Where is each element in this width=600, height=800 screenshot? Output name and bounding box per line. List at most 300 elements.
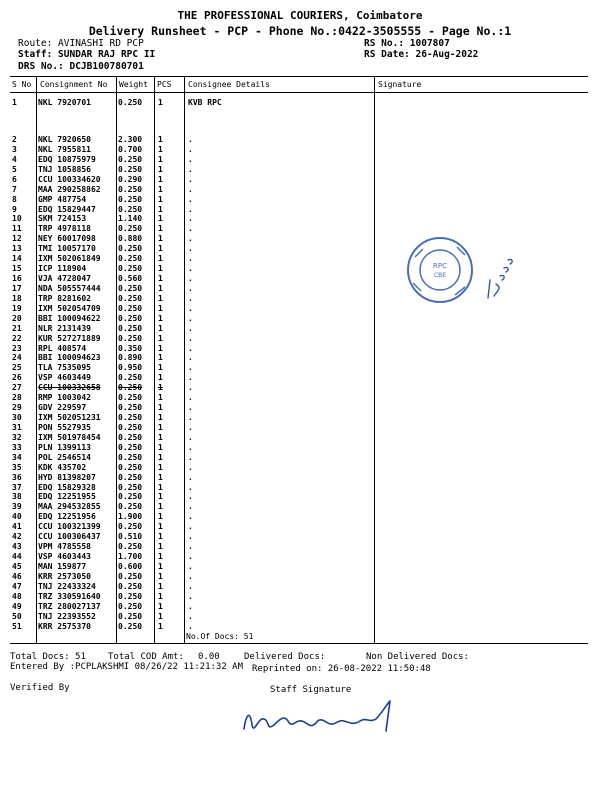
row-pcs: 1 — [158, 482, 163, 492]
row-sno: 26 — [12, 373, 22, 383]
table-row — [0, 423, 600, 433]
row-consignee: . — [188, 204, 193, 214]
table-row — [0, 363, 600, 373]
row-consignee: . — [188, 194, 193, 204]
row-pcs: 1 — [158, 164, 163, 174]
table-row — [0, 383, 600, 393]
row-consignment: IXM 502054709 — [38, 303, 101, 313]
table-row — [0, 463, 600, 473]
row-weight: 0.250 — [118, 422, 143, 432]
col-header-weight: Weight — [119, 80, 148, 89]
row-consignee: . — [188, 244, 193, 254]
row-sno: 34 — [12, 452, 22, 462]
row-weight: 0.950 — [118, 363, 143, 373]
svg-text:RPC: RPC — [433, 262, 447, 270]
row-consignee: . — [188, 184, 193, 194]
table-row — [0, 413, 600, 423]
row-sno: 22 — [12, 333, 22, 343]
row-consignee: . — [188, 611, 193, 621]
row-weight: 0.250 — [118, 522, 143, 532]
row-consignee: . — [188, 621, 193, 631]
row-consignment: TNJ 1058856 — [38, 164, 91, 174]
row-consignment: RPL 408574 — [38, 343, 87, 353]
row-weight: 0.250 — [118, 303, 143, 313]
row-sno: 10 — [12, 214, 22, 224]
row-consignment: TRZ 330591640 — [38, 591, 101, 601]
row-pcs: 1 — [158, 323, 163, 333]
handwritten-time-note — [480, 250, 520, 305]
row-consignment: VPM 4785558 — [38, 542, 91, 552]
row-sno: 40 — [12, 512, 22, 522]
table-row — [0, 453, 600, 463]
row-weight: 0.290 — [118, 174, 143, 184]
row-consignee: . — [188, 353, 193, 363]
row-consignment: NKL 7920701 — [38, 98, 91, 107]
table-top-rule — [10, 76, 588, 77]
row-sno: 46 — [12, 571, 22, 581]
row-consignee: . — [188, 581, 193, 591]
row-consignment: TMI 10057170 — [38, 244, 96, 254]
row-consignee: . — [188, 432, 193, 442]
row-weight: 0.250 — [118, 502, 143, 512]
row-pcs: 1 — [158, 363, 163, 373]
row-consignment: IXM 502051231 — [38, 413, 101, 423]
row-sno: 9 — [12, 204, 17, 214]
row-pcs: 1 — [158, 552, 163, 562]
table-row — [0, 473, 600, 483]
row-sno: 36 — [12, 472, 22, 482]
row-pcs: 1 — [158, 571, 163, 581]
row-sno: 27 — [12, 383, 22, 393]
row-consignee: . — [188, 264, 193, 274]
row-pcs: 1 — [158, 601, 163, 611]
row-sno: 38 — [12, 492, 22, 502]
row-consignee: . — [188, 561, 193, 571]
row-consignee: . — [188, 363, 193, 373]
row-consignment: MAN 159877 — [38, 561, 87, 571]
row-sno: 42 — [12, 532, 22, 542]
row-weight: 0.250 — [118, 542, 143, 552]
row-weight: 0.250 — [118, 393, 143, 403]
row-sno: 33 — [12, 442, 22, 452]
row-consignment: EDQ 15829328 — [38, 482, 96, 492]
table-row — [0, 234, 600, 244]
row-pcs: 1 — [158, 98, 163, 107]
total-docs: Total Docs: 51 — [10, 652, 86, 662]
row-weight: 0.250 — [118, 591, 143, 601]
row-sno: 28 — [12, 393, 22, 403]
row-weight: 0.250 — [118, 244, 143, 254]
row-sno: 32 — [12, 432, 22, 442]
table-row — [0, 502, 600, 512]
table-row — [0, 304, 600, 314]
row-consignment: KDK 435702 — [38, 462, 87, 472]
row-weight: 0.250 — [118, 184, 143, 194]
row-pcs: 1 — [158, 313, 163, 323]
row-weight: 0.250 — [118, 611, 143, 621]
row-consignee: . — [188, 164, 193, 174]
table-row — [0, 393, 600, 403]
row-pcs: 1 — [158, 413, 163, 423]
row-sno: 19 — [12, 303, 22, 313]
col-header-consignment: Consignment No — [40, 80, 108, 89]
row-consignment: NDA 505557444 — [38, 283, 101, 293]
row-weight: 0.250 — [118, 154, 143, 164]
row-consignee: . — [188, 462, 193, 472]
table-row — [0, 224, 600, 234]
row-sno: 47 — [12, 581, 22, 591]
row-consignee: . — [188, 333, 193, 343]
row-consignment: VSP 4603449 — [38, 373, 91, 383]
entered-by: Entered By :PCPLAKSHMI 08/26/22 11:21:32 AM — [10, 662, 243, 672]
col-header-sno: S No — [12, 80, 32, 89]
row-pcs: 1 — [158, 224, 163, 234]
row-sno: 30 — [12, 413, 22, 423]
row-weight: 0.250 — [118, 571, 143, 581]
table-row — [0, 344, 600, 354]
row-pcs: 1 — [158, 512, 163, 522]
row-consignee: . — [188, 144, 193, 154]
row-weight: 0.250 — [118, 164, 143, 174]
row-consignee: . — [188, 422, 193, 432]
row-pcs: 1 — [158, 353, 163, 363]
row-consignee: . — [188, 214, 193, 224]
table-row — [0, 492, 600, 502]
row-sno: 48 — [12, 591, 22, 601]
row-consignee: . — [188, 502, 193, 512]
row-sno: 39 — [12, 502, 22, 512]
table-row — [0, 602, 600, 612]
row-consignment: NKL 7920650 — [38, 135, 91, 144]
row-consignment: IXM 502061849 — [38, 254, 101, 264]
no-of-docs: No.Of Docs: 51 — [186, 632, 254, 641]
row-weight: 0.510 — [118, 532, 143, 542]
table-row — [0, 433, 600, 443]
row-weight: 0.250 — [118, 442, 143, 452]
row-consignment: CCU 100306437 — [38, 532, 101, 542]
row-consignee: . — [188, 383, 193, 393]
route-label: Route: AVINASHI RD PCP — [18, 38, 144, 49]
table-row — [0, 403, 600, 413]
row-consignment: EDQ 10875979 — [38, 154, 96, 164]
table-row — [0, 98, 600, 108]
table-row — [0, 592, 600, 602]
table-row — [0, 353, 600, 363]
row-sno: 3 — [12, 144, 17, 154]
row-consignee: . — [188, 403, 193, 413]
row-weight: 1.900 — [118, 512, 143, 522]
row-consignment: HYD 81398207 — [38, 472, 96, 482]
row-pcs: 1 — [158, 383, 163, 393]
row-sno: 13 — [12, 244, 22, 254]
table-row — [0, 314, 600, 324]
row-weight: 0.250 — [118, 413, 143, 423]
row-consignment: NEY 60017098 — [38, 234, 96, 244]
row-sno: 8 — [12, 194, 17, 204]
row-consignee: . — [188, 413, 193, 423]
row-consignee: . — [188, 274, 193, 284]
table-row — [0, 612, 600, 622]
row-consignment: TLA 7535095 — [38, 363, 91, 373]
row-sno: 12 — [12, 234, 22, 244]
row-pcs: 1 — [158, 462, 163, 472]
row-sno: 20 — [12, 313, 22, 323]
table-bottom-rule — [10, 643, 588, 644]
row-weight: 0.250 — [118, 432, 143, 442]
row-weight: 0.250 — [118, 98, 143, 107]
row-consignee: . — [188, 174, 193, 184]
rs-number: RS No.: 1007807 — [364, 38, 450, 49]
row-consignee: . — [188, 224, 193, 234]
row-sno: 49 — [12, 601, 22, 611]
row-pcs: 1 — [158, 393, 163, 403]
row-sno: 6 — [12, 174, 17, 184]
row-consignment: EDQ 15829447 — [38, 204, 96, 214]
row-consignee: . — [188, 542, 193, 552]
staff-signature-label: Staff Signature — [270, 685, 352, 695]
row-sno: 11 — [12, 224, 22, 234]
row-sno: 4 — [12, 154, 17, 164]
row-pcs: 1 — [158, 194, 163, 204]
row-consignment: SKM 724153 — [38, 214, 87, 224]
row-consignment: VSP 4603443 — [38, 552, 91, 562]
row-pcs: 1 — [158, 144, 163, 154]
verified-by-label: Verified By — [10, 683, 70, 693]
staff-label: Staff: SUNDAR RAJ RPC II — [18, 49, 156, 60]
row-consignee: . — [188, 482, 193, 492]
row-sno: 35 — [12, 462, 22, 472]
row-pcs: 1 — [158, 244, 163, 254]
table-row — [0, 512, 600, 522]
drs-number: DRS No.: DCJB100780701 — [18, 61, 144, 72]
row-consignee: . — [188, 601, 193, 611]
svg-text:CBE: CBE — [433, 272, 447, 279]
table-row — [0, 483, 600, 493]
row-sno: 31 — [12, 422, 22, 432]
row-consignee: . — [188, 343, 193, 353]
row-pcs: 1 — [158, 274, 163, 284]
row-sno: 2 — [12, 135, 17, 144]
row-consignee: . — [188, 571, 193, 581]
row-consignment: GDV 229597 — [38, 403, 87, 413]
col-header-pcs: PCS — [157, 80, 172, 89]
table-row — [0, 145, 600, 155]
row-weight: 0.250 — [118, 383, 143, 393]
row-consignment: CCU 100334620 — [38, 174, 101, 184]
total-cod-label: Total COD Amt: — [108, 652, 184, 662]
row-consignment: PON 5527935 — [38, 422, 91, 432]
row-consignment: PLN 1399113 — [38, 442, 91, 452]
row-weight: 0.250 — [118, 323, 143, 333]
row-consignment: GMP 487754 — [38, 194, 87, 204]
row-pcs: 1 — [158, 532, 163, 542]
row-weight: 0.250 — [118, 403, 143, 413]
row-sno: 1 — [12, 98, 17, 107]
row-pcs: 1 — [158, 432, 163, 442]
col-header-signature: Signature — [378, 80, 422, 89]
row-consignment: TRP 4978118 — [38, 224, 91, 234]
row-weight: 1.140 — [118, 214, 143, 224]
row-consignment: MAA 294532855 — [38, 502, 101, 512]
row-pcs: 1 — [158, 621, 163, 631]
reprinted-on: Reprinted on: 26-08-2022 11:50:48 — [252, 664, 431, 674]
row-pcs: 1 — [158, 204, 163, 214]
row-weight: 0.250 — [118, 452, 143, 462]
table-row — [0, 443, 600, 453]
row-weight: 0.250 — [118, 581, 143, 591]
row-consignment: EDQ 12251955 — [38, 492, 96, 502]
row-sno: 25 — [12, 363, 22, 373]
row-consignee: . — [188, 154, 193, 164]
row-pcs: 1 — [158, 581, 163, 591]
row-consignee: . — [188, 591, 193, 601]
row-consignment: IXM 501978454 — [38, 432, 101, 442]
row-weight: 0.250 — [118, 462, 143, 472]
row-weight: 0.890 — [118, 353, 143, 363]
table-row — [0, 522, 600, 532]
row-consignment: EDQ 12251956 — [38, 512, 96, 522]
row-consignee: . — [188, 313, 193, 323]
table-row — [0, 324, 600, 334]
row-weight: 1.700 — [118, 552, 143, 562]
row-sno: 24 — [12, 353, 22, 363]
row-consignee: . — [188, 552, 193, 562]
row-weight: 0.250 — [118, 472, 143, 482]
table-row — [0, 214, 600, 224]
row-consignee: . — [188, 373, 193, 383]
row-consignment: BBI 100094622 — [38, 313, 101, 323]
row-consignment: KRR 2573050 — [38, 571, 91, 581]
table-row — [0, 622, 600, 632]
table-row — [0, 562, 600, 572]
row-consignment: KRR 2575370 — [38, 621, 91, 631]
row-weight: 0.250 — [118, 621, 143, 631]
row-consignee: . — [188, 492, 193, 502]
row-sno: 44 — [12, 552, 22, 562]
row-pcs: 1 — [158, 422, 163, 432]
row-pcs: 1 — [158, 154, 163, 164]
row-weight: 0.250 — [118, 293, 143, 303]
row-pcs: 1 — [158, 492, 163, 502]
row-weight: 0.250 — [118, 373, 143, 383]
row-pcs: 1 — [158, 452, 163, 462]
row-pcs: 1 — [158, 293, 163, 303]
row-consignee: KVB RPC — [188, 98, 222, 107]
row-sno: 50 — [12, 611, 22, 621]
table-row — [0, 582, 600, 592]
total-cod-value: 0.00 — [198, 652, 220, 662]
table-row — [0, 552, 600, 562]
row-consignee: . — [188, 522, 193, 532]
row-consignment: CCU 100332658 — [38, 383, 101, 393]
header-bottom-rule — [10, 92, 588, 93]
row-consignee: . — [188, 135, 193, 144]
row-sno: 37 — [12, 482, 22, 492]
delivery-stamp — [405, 235, 475, 305]
row-weight: 2.300 — [118, 135, 143, 144]
row-consignment: BBI 100094623 — [38, 353, 101, 363]
row-weight: 0.250 — [118, 204, 143, 214]
row-consignment: POL 2546514 — [38, 452, 91, 462]
table-row — [0, 532, 600, 542]
table-row — [0, 334, 600, 344]
table-row — [0, 165, 600, 175]
row-sno: 43 — [12, 542, 22, 552]
row-consignment: MAA 290258862 — [38, 184, 101, 194]
table-row — [0, 185, 600, 195]
row-pcs: 1 — [158, 214, 163, 224]
row-sno: 16 — [12, 274, 22, 284]
row-consignee: . — [188, 532, 193, 542]
row-weight: 0.250 — [118, 482, 143, 492]
row-sno: 23 — [12, 343, 22, 353]
row-weight: 0.250 — [118, 254, 143, 264]
non-delivered-docs: Non Delivered Docs: — [366, 652, 469, 662]
row-consignee: . — [188, 234, 193, 244]
row-consignee: . — [188, 512, 193, 522]
row-pcs: 1 — [158, 472, 163, 482]
staff-signature-scribble — [240, 695, 420, 745]
row-weight: 0.250 — [118, 224, 143, 234]
row-weight: 0.250 — [118, 492, 143, 502]
row-pcs: 1 — [158, 234, 163, 244]
row-pcs: 1 — [158, 264, 163, 274]
row-sno: 51 — [12, 621, 22, 631]
row-consignment: ICP 118904 — [38, 264, 87, 274]
row-consignment: NKL 7955811 — [38, 144, 91, 154]
table-row — [0, 195, 600, 205]
company-title: THE PROFESSIONAL COURIERS, Coimbatore — [177, 9, 423, 22]
row-sno: 15 — [12, 264, 22, 274]
row-consignment: RMP 1003042 — [38, 393, 91, 403]
row-consignee: . — [188, 303, 193, 313]
row-consignment: KUR 527271889 — [38, 333, 101, 343]
row-consignee: . — [188, 442, 193, 452]
rs-date: RS Date: 26-Aug-2022 — [364, 49, 479, 60]
table-row — [0, 155, 600, 165]
table-row — [0, 135, 600, 145]
row-weight: 0.250 — [118, 601, 143, 611]
row-pcs: 1 — [158, 333, 163, 343]
row-weight: 0.250 — [118, 283, 143, 293]
row-weight: 0.350 — [118, 343, 143, 353]
row-consignment: TNJ 22393552 — [38, 611, 96, 621]
row-pcs: 1 — [158, 373, 163, 383]
row-pcs: 1 — [158, 502, 163, 512]
row-pcs: 1 — [158, 442, 163, 452]
row-sno: 7 — [12, 184, 17, 194]
row-pcs: 1 — [158, 283, 163, 293]
row-sno: 5 — [12, 164, 17, 174]
row-consignee: . — [188, 393, 193, 403]
table-row — [0, 205, 600, 215]
row-weight: 0.250 — [118, 264, 143, 274]
table-row — [0, 572, 600, 582]
table-row — [0, 175, 600, 185]
row-consignee: . — [188, 254, 193, 264]
runsheet-subtitle: Delivery Runsheet - PCP - Phone No.:0422-3505555 - Page No.:1 — [88, 24, 512, 38]
row-consignee: . — [188, 293, 193, 303]
row-weight: 0.600 — [118, 561, 143, 571]
row-consignee: . — [188, 452, 193, 462]
row-pcs: 1 — [158, 184, 163, 194]
row-consignee: . — [188, 472, 193, 482]
row-pcs: 1 — [158, 303, 163, 313]
delivered-docs: Delivered Docs: — [244, 652, 326, 662]
row-pcs: 1 — [158, 254, 163, 264]
col-header-consignee: Consignee Details — [188, 80, 270, 89]
row-consignment: VJA 4728047 — [38, 274, 91, 284]
